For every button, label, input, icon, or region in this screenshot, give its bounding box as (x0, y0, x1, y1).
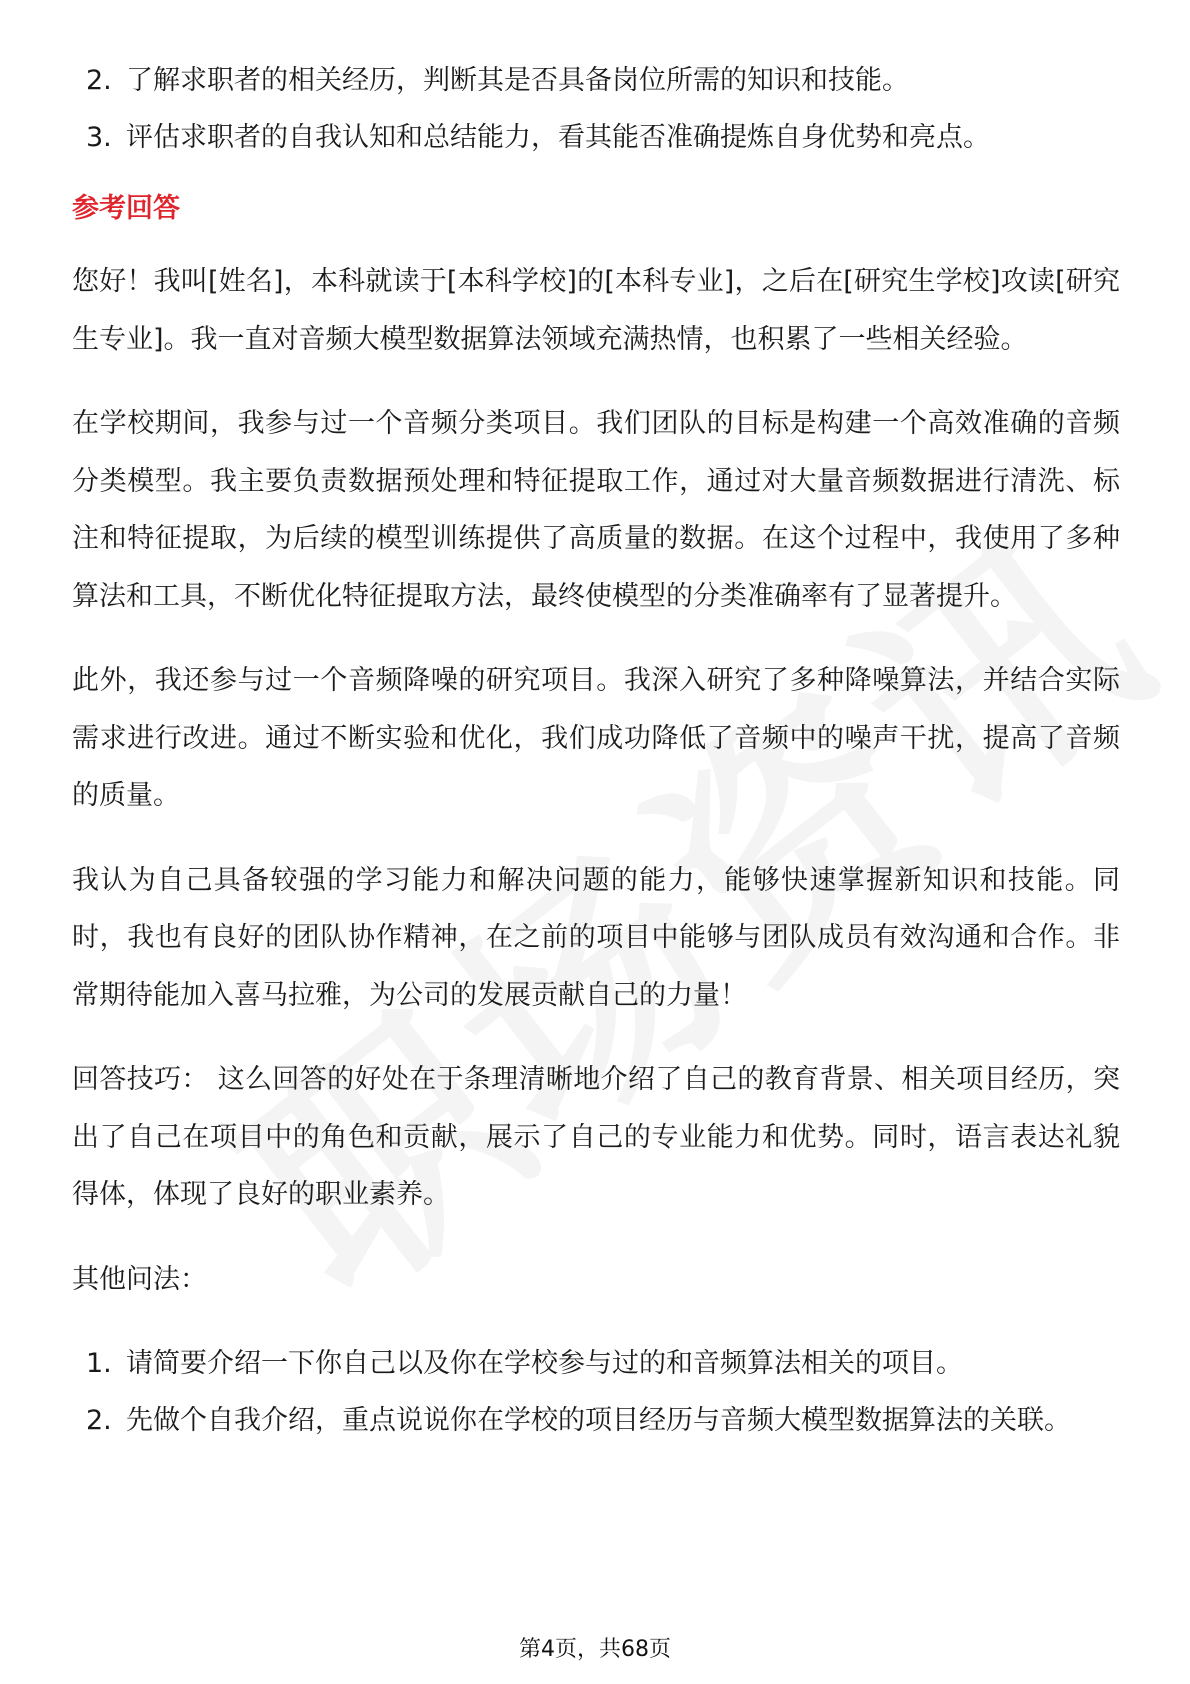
other-questions-list (72, 1335, 1120, 1449)
list-item (72, 109, 1120, 166)
purpose-list (72, 52, 1120, 166)
page-footer: 第4页，共68页 (519, 1637, 671, 1662)
other-questions-label: 其他问法： (72, 1263, 207, 1295)
answer-project-paragraph: 在学校期间，我参与过一个音频分类项目。我们团队的目标是构建一个高效准确的音频分类模型。我主要负责数据预处理和特征提取工作，通过对大量音频数据进行清洗、标注和特征提取，为后续的模型训练提供了高质量的数据。在这个过程中，我使用了多种算法和工具，不断优化特征提取方法，最终使模型的分类准确率有了显著提升。 (72, 408, 1120, 612)
list-number: 1. (86, 1348, 112, 1379)
answer-closing-paragraph: 我认为自己具备较强的学习能力和解决问题的能力，能够快速掌握新知识和技能。同时，我也有良好的团队协作精神，在之前的项目中能够与团队成员有效沟通和合作。非常期待能加入喜马拉雅，为公司的发展贡献自己的力量！ (72, 864, 1120, 1011)
list-text: 请简要介绍一下你自己以及你在学校参与过的和音频算法相关的项目。 (126, 1348, 963, 1379)
answer-tips-paragraph: 回答技巧： 这么回答的好处在于条理清晰地介绍了自己的教育背景、相关项目经历，突出了自己在项目中的角色和贡献，展示了自己的专业能力和优势。同时，语言表达礼貌得体，体现了良好的职业素养。 (72, 1064, 1120, 1210)
list-number: 2. (86, 65, 112, 96)
answer-research-paragraph: 此外，我还参与过一个音频降噪的研究项目。我深入研究了多种降噪算法，并结合实际需求进行改进。通过不断实验和优化，我们成功降低了音频中的噪声干扰，提高了音频的质量。 (72, 665, 1120, 811)
list-number: 2. (86, 1405, 112, 1436)
list-item (72, 1335, 1120, 1392)
section-heading: 参考回答 (72, 193, 180, 224)
page-content (72, 52, 1120, 1449)
list-number: 3. (86, 122, 112, 153)
list-text: 评估求职者的自我认知和总结能力，看其能否准确提炼自身优势和亮点。 (126, 122, 990, 153)
list-text: 先做个自我介绍，重点说说你在学校的项目经历与音频大模型数据算法的关联。 (126, 1405, 1071, 1436)
list-item (72, 1392, 1120, 1449)
list-text: 了解求职者的相关经历，判断其是否具备岗位所需的知识和技能。 (126, 65, 909, 96)
answer-intro-paragraph: 您好！我叫[姓名]，本科就读于[本科学校]的[本科专业]，之后在[研究生学校]攻读[研究生专业]。我一直对音频大模型数据算法领域充满热情，也积累了一些相关经验。 (72, 266, 1120, 355)
list-item (72, 52, 1120, 109)
